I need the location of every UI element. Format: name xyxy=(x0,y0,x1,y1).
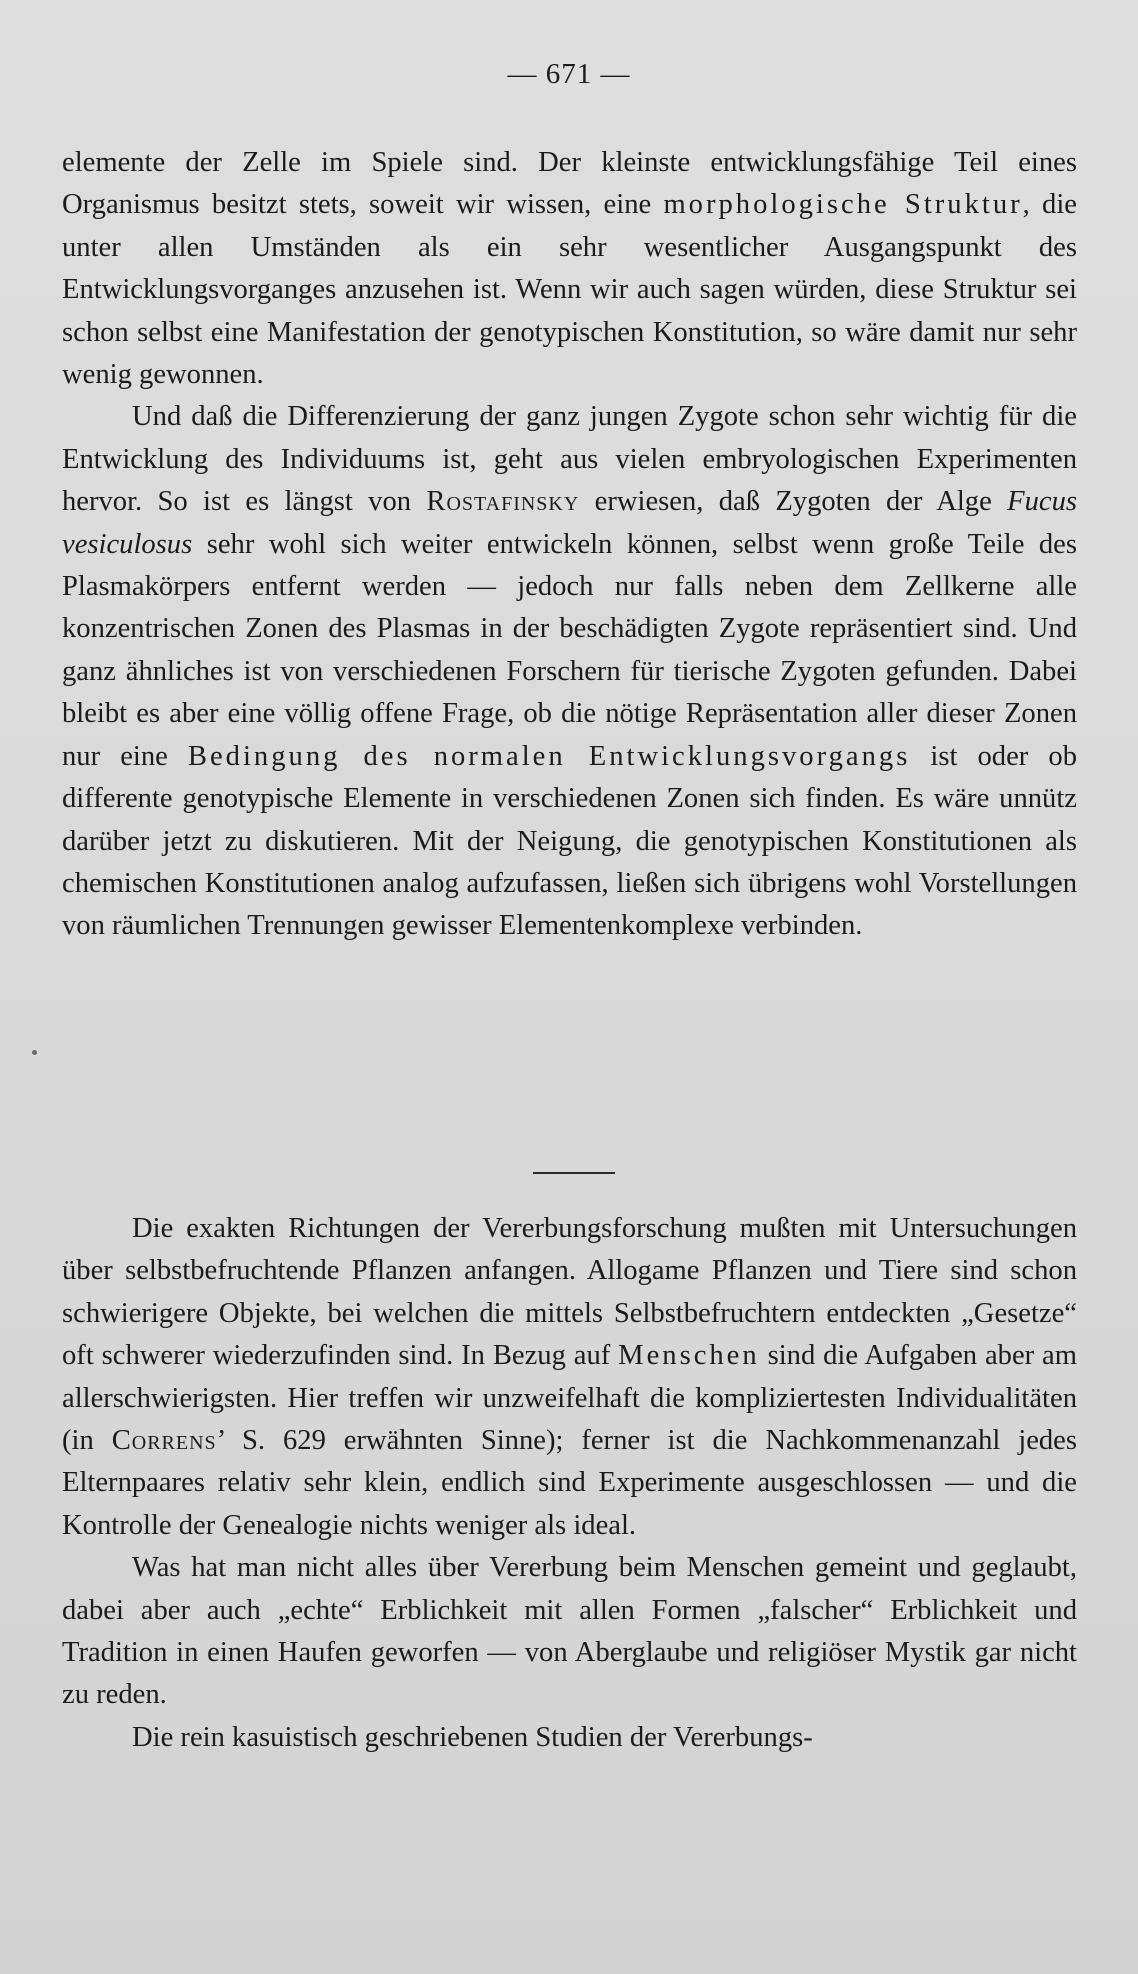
author-name: Rostafinsky xyxy=(426,486,580,518)
species-name: Fucus vesiculosus xyxy=(62,486,1077,560)
page-number: — 671 — xyxy=(507,58,631,90)
print-speck xyxy=(32,1050,37,1055)
paragraph-text: elemente der Zelle im Spiele sind. Der kleinste entwicklungsfähige Teil eines Organismus besitzt stets, soweit wir wissen, eine xyxy=(62,147,1077,221)
paragraph-text: sehr wohl sich weiter entwickeln können, selbst wenn große Teile des Plasmakörpers entfernt werden — jedoch nur falls neben dem Zellkerne alle konzentrischen Zonen des Plasmas in der beschädigten Zygote repräsentiert sind. Und ganz ähnliches ist von verschiedenen Forschern für tierische Zygoten gefunden. Dabei bleibt es aber eine völlig offene Frage, ob die nötige Repräsentation aller dieser Zonen nur eine xyxy=(62,528,1077,772)
paragraph xyxy=(62,142,1077,396)
paragraph xyxy=(62,396,1077,947)
text-section-1 xyxy=(62,142,1077,948)
paragraph-text: , die unter allen Umständen als ein sehr wesentlicher Ausgangspunkt des Entwicklungsvorganges anzusehen ist. Wenn wir auch sagen würden, diese Struktur sei schon selbst eine Manifestation der genotypischen Konstitution, so wäre damit nur sehr wenig gewonnen. xyxy=(62,189,1077,391)
paragraph-text: Und daß die Differenzierung der ganz jungen Zygote schon sehr wichtig für die Entwicklung des Individuums ist, geht aus vielen embryologischen Experimenten hervor. So ist es längst von xyxy=(62,401,1077,518)
paragraph xyxy=(62,1208,1077,1547)
paragraph-text: sind die Aufgaben aber am allerschwierigsten. Hier treffen wir unzweifelhaft die kompliziertesten Individualitäten (in xyxy=(62,1340,1077,1457)
paragraph: Die rein kasuistisch geschriebenen Studien der Vererbungs- xyxy=(132,1721,813,1753)
emphasized-text: Menschen xyxy=(618,1340,760,1372)
emphasized-text: morphologische Struktur xyxy=(663,189,1023,221)
paragraph-text: erwiesen, daß Zygoten der Alge xyxy=(579,486,1008,518)
paragraph-text: Die exakten Richtungen der Vererbungsforschung mußten mit Untersuchungen über selbstbefruchtende Pflanzen anfangen. Allogame Pflanzen und Tiere sind schon schwierigere Objekte, bei welchen die mittels Selbstbefruchtern entdeckten „Gesetze“ oft schwerer wiederzufinden sind. In Bezug auf xyxy=(62,1213,1077,1372)
section-divider xyxy=(533,1172,615,1174)
paragraph-text: ist oder ob differente genotypische Elemente in verschiedenen Zonen sich finden. Es wäre unnütz darüber jetzt zu diskutieren. Mit der Neigung, die genotypischen Konstitutionen als chemischen Konstitutionen analog aufzufassen, ließen sich übrigens wohl Vorstellungen von räumlichen Trennungen gewisser Elementenkomplexe verbinden. xyxy=(62,740,1077,942)
author-name: Correns xyxy=(111,1425,217,1457)
paragraph-text: ’ S. 629 erwähnten Sinne); ferner ist die Nachkommenanzahl jedes Elternpaares relativ sehr klein, endlich sind Experimente ausgeschlossen — und die Kontrolle der Genealogie nichts weniger als ideal. xyxy=(62,1425,1077,1541)
text-section-2 xyxy=(62,1208,1077,1759)
paragraph: Was hat man nicht alles über Vererbung beim Menschen gemeint und geglaubt, dabei aber auch „echte“ Erblichkeit mit allen Formen „falscher“ Erblichkeit und Tradition in einen Haufen geworfen — von Aberglaube und religiöser Mystik gar nicht zu reden. xyxy=(62,1552,1077,1711)
emphasized-text: Bedingung des normalen Entwicklungsvorgangs xyxy=(187,740,911,772)
